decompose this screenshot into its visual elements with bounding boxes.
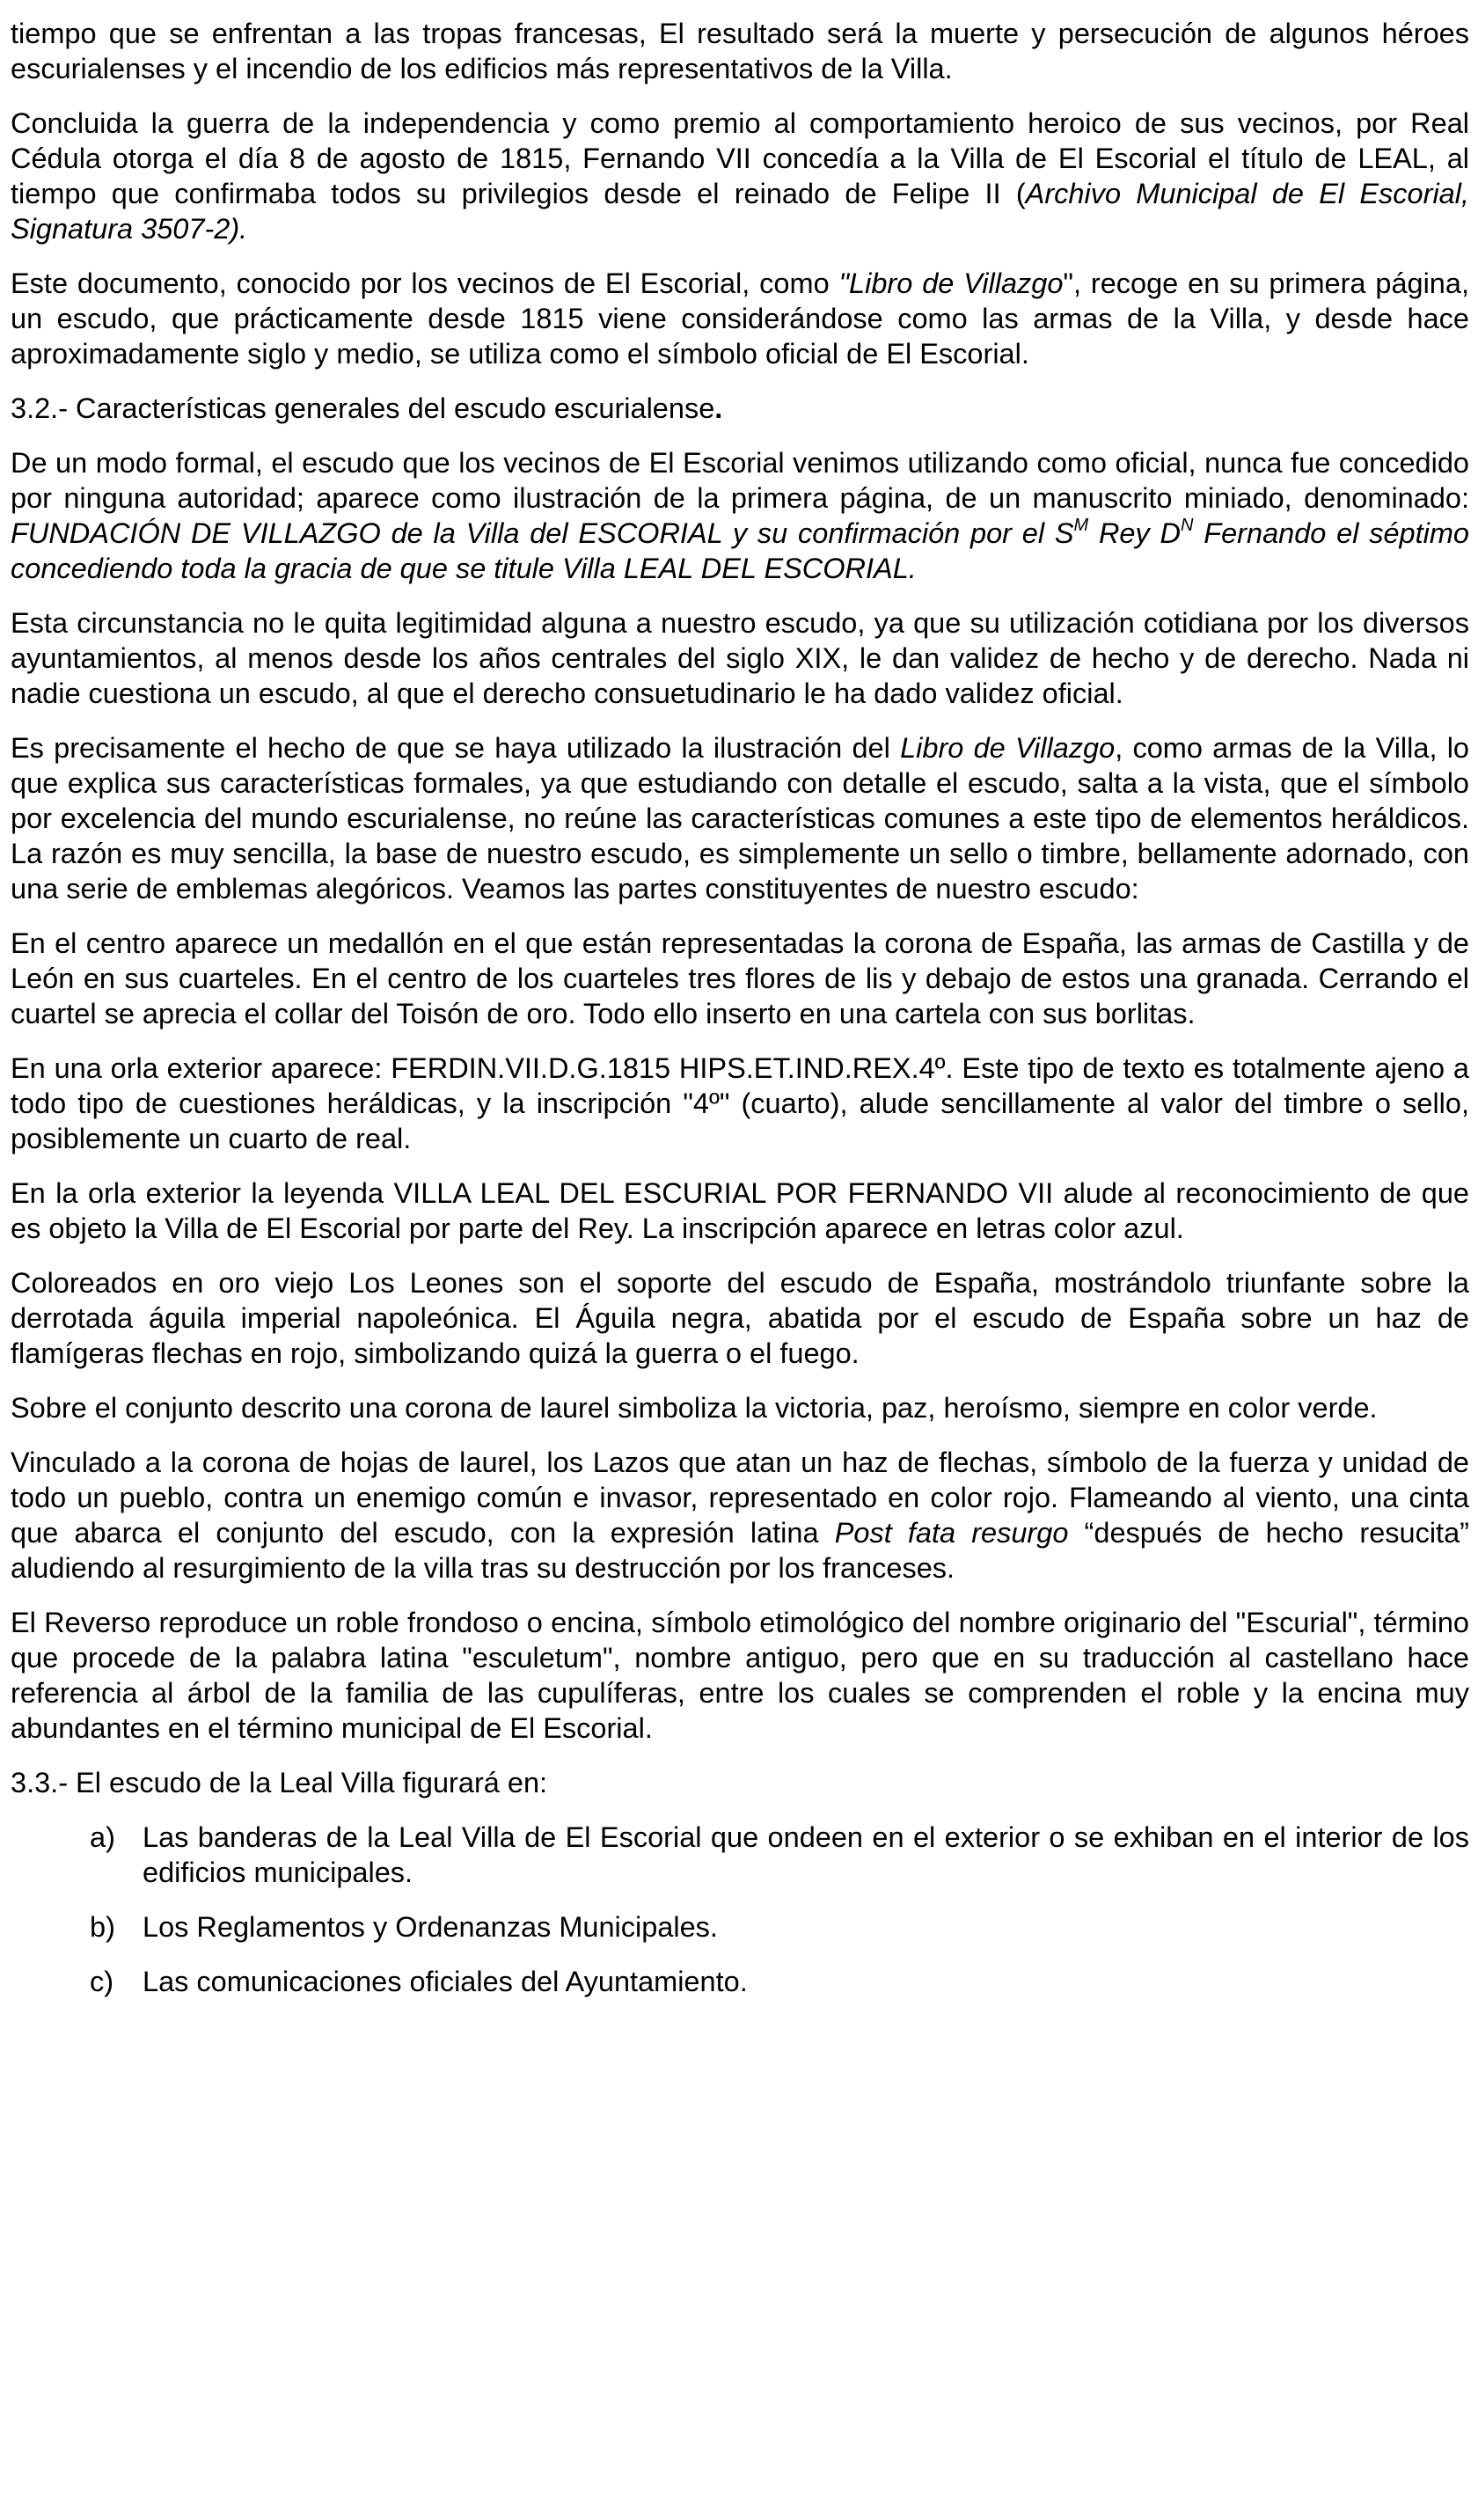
paragraph-lions: Coloreados en oro viejo Los Leones son el soporte del escudo de España, mostrándolo triunfante sobre la derrotada águila imperial napoleónica. El Águila negra, abatida por el escudo de España sobre un haz de flamígeras flechas en rojo, simbolizando quizá la guerra o el fuego. xyxy=(11,1267,1469,1369)
list-item xyxy=(11,1909,1469,1945)
archive-reference: Archivo Municipal de El Escorial, Signatura 3507-2). xyxy=(11,178,1469,245)
section-heading-3-2 xyxy=(11,391,1469,426)
paragraph-outer-border-inscription: En una orla exterior aparece: FERDIN.VII.D.G.1815 HIPS.ET.IND.REX.4º. Este tipo de texto es totalmente ajeno a todo tipo de cuestiones heráldicas, y la inscripción "4º" (cuarto), alude sencillamente al valor del timbre o sello, posiblemente un cuarto de real. xyxy=(11,1052,1469,1154)
section-heading-3-2-dot: . xyxy=(714,392,723,424)
manuscript-title-3: Fernando el séptimo concediendo toda la gracia de que se titule Villa LEAL DEL ESCORIAL. xyxy=(11,517,1470,584)
libro-villazgo-italic: Libro de Villazgo xyxy=(900,732,1116,764)
list-item xyxy=(11,1964,1469,1999)
manuscript-title-2: Rey D xyxy=(1088,517,1182,549)
paragraph-laurel-crown: Sobre el conjunto descrito una corona de laurel simboliza la victoria, paz, heroísmo, siempre en color verde. xyxy=(11,1392,1378,1424)
paragraph-medallion: En el centro aparece un medallón en el que están representadas la corona de España, las armas de Castilla y de León en sus cuarteles. En el centro de los cuarteles tres flores de lis y debajo de estos una granada. Cerrando el cuartel se aprecia el collar del Toisón de oro. Todo ello inserto en una cartela con sus borlitas. xyxy=(11,927,1469,1029)
list-item xyxy=(11,1820,1469,1890)
manuscript-title-1: FUNDACIÓN DE VILLAZGO de la Villa del ESCORIAL y su confirmación por el S xyxy=(11,517,1074,549)
libro-villazgo-text-a: Este documento, conocido por los vecinos de El Escorial, como xyxy=(11,267,839,299)
paragraph-reverse: El Reverso reproduce un roble frondoso o encina, símbolo etimológico del nombre originario del "Escurial", término que procede de la palabra latina "esculetum", nombre antiguo, pero que en su traducción al castellano hace referencia al árbol de la familia de las cupulíferas, entre los cuales se comprenden el roble y la encina muy abundantes en el término municipal de El Escorial. xyxy=(11,1607,1469,1744)
list-marker: c) xyxy=(90,1966,114,1997)
libro-villazgo-title: "Libro de Villazgo xyxy=(838,267,1064,299)
paragraph-legitimacy: Esta circunstancia no le quita legitimidad alguna a nuestro escudo, ya que su utilización cotidiana por los diversos ayuntamientos, al menos desde los años centrales del siglo XIX, le dan validez de hecho y de derecho. Nada ni nadie cuestiona un escudo, al que el derecho consuetudinario le ha dado validez oficial. xyxy=(11,607,1469,709)
paragraph-war-consequences: tiempo que se enfrentan a las tropas francesas, El resultado será la muerte y persecución de algunos héroes escurialenses y el incendio de los edificios más representativos de la Villa. xyxy=(11,18,1469,84)
list-marker: a) xyxy=(90,1821,115,1853)
superscript-n: N xyxy=(1181,516,1194,535)
paragraph-libro-villazgo xyxy=(11,266,1469,371)
paragraph-legend: En la orla exterior la leyenda VILLA LEAL DEL ESCURIAL POR FERNANDO VII alude al reconocimiento de que es objeto la Villa de El Escorial por parte del Rey. La inscripción aparece en letras color azul. xyxy=(11,1177,1469,1244)
superscript-m: M xyxy=(1073,516,1089,535)
characteristics-text-a: Es precisamente el hecho de que se haya utilizado la ilustración del xyxy=(11,732,901,764)
royal-decree-text: Concluida la guerra de la independencia y como premio al comportamiento heroico de sus vecinos, por Real Cédula otorga el día 8 de agosto de 1815, Fernando VII concedía a la Villa de El Escorial el título de LEAL, al tiempo que confirmaba todos su privilegios desde el reinado de Felipe II ( xyxy=(11,107,1469,209)
paragraph-royal-decree xyxy=(11,106,1469,246)
section-heading-3-2-text: 3.2.- Características generales del escudo escurialense xyxy=(11,392,715,424)
usage-list xyxy=(11,1820,1469,1999)
list-item-text: Las banderas de la Leal Villa de El Escorial que ondeen en el exterior o se exhiban en el interior de los edificios municipales. xyxy=(143,1821,1469,1888)
formal-origin-text: De un modo formal, el escudo que los vecinos de El Escorial venimos utilizando como oficial, nunca fue concedido por ninguna autoridad; aparece como ilustración de la primera página, de un manuscrito miniado, denominado: xyxy=(11,447,1469,514)
ribbons-text-a: Vinculado a la corona de hojas de laurel, los Lazos que atan un haz de flechas, símbolo de la fuerza y unidad de todo un pueblo, contra un enemigo común e invasor, representado en color rojo. Flameando al viento, una cinta que abarca el conjunto del escudo, con la expresión latina xyxy=(11,1447,1469,1549)
section-heading-3-3: 3.3.- El escudo de la Leal Villa figurará en: xyxy=(11,1767,548,1798)
paragraph-ribbons xyxy=(11,1445,1469,1586)
list-marker: b) xyxy=(90,1911,115,1943)
paragraph-formal-origin xyxy=(11,445,1469,586)
paragraph-formal-characteristics xyxy=(11,730,1469,906)
characteristics-text-b: , como armas de la Villa, lo que explica sus características formales, ya que estudiando con detalle el escudo, salta a la vista, que el símbolo por excelencia del mundo escurialense, no reúne las características comunes a este tipo de elementos heráldicos. La razón es muy sencilla, la base de nuestro escudo, es simplemente un sello o timbre, bellamente adornado, con una serie de emblemas alegóricos. Veamos las partes constituyentes de nuestro escudo: xyxy=(11,732,1469,905)
ribbons-text-b: “después de hecho resucita” aludiendo al resurgimiento de la villa tras su destrucción por los franceses. xyxy=(11,1517,1469,1584)
list-item-text: Los Reglamentos y Ordenanzas Municipales. xyxy=(143,1911,718,1943)
latin-motto: Post fata resurgo xyxy=(834,1517,1069,1549)
libro-villazgo-text-b: ", recoge en su primera página, un escudo, que prácticamente desde 1815 viene considerándose como las armas de la Villa, y desde hace aproximadamente siglo y medio, se utiliza como el símbolo oficial de El Escorial. xyxy=(11,267,1469,370)
list-item-text: Las comunicaciones oficiales del Ayuntamiento. xyxy=(143,1966,748,1997)
